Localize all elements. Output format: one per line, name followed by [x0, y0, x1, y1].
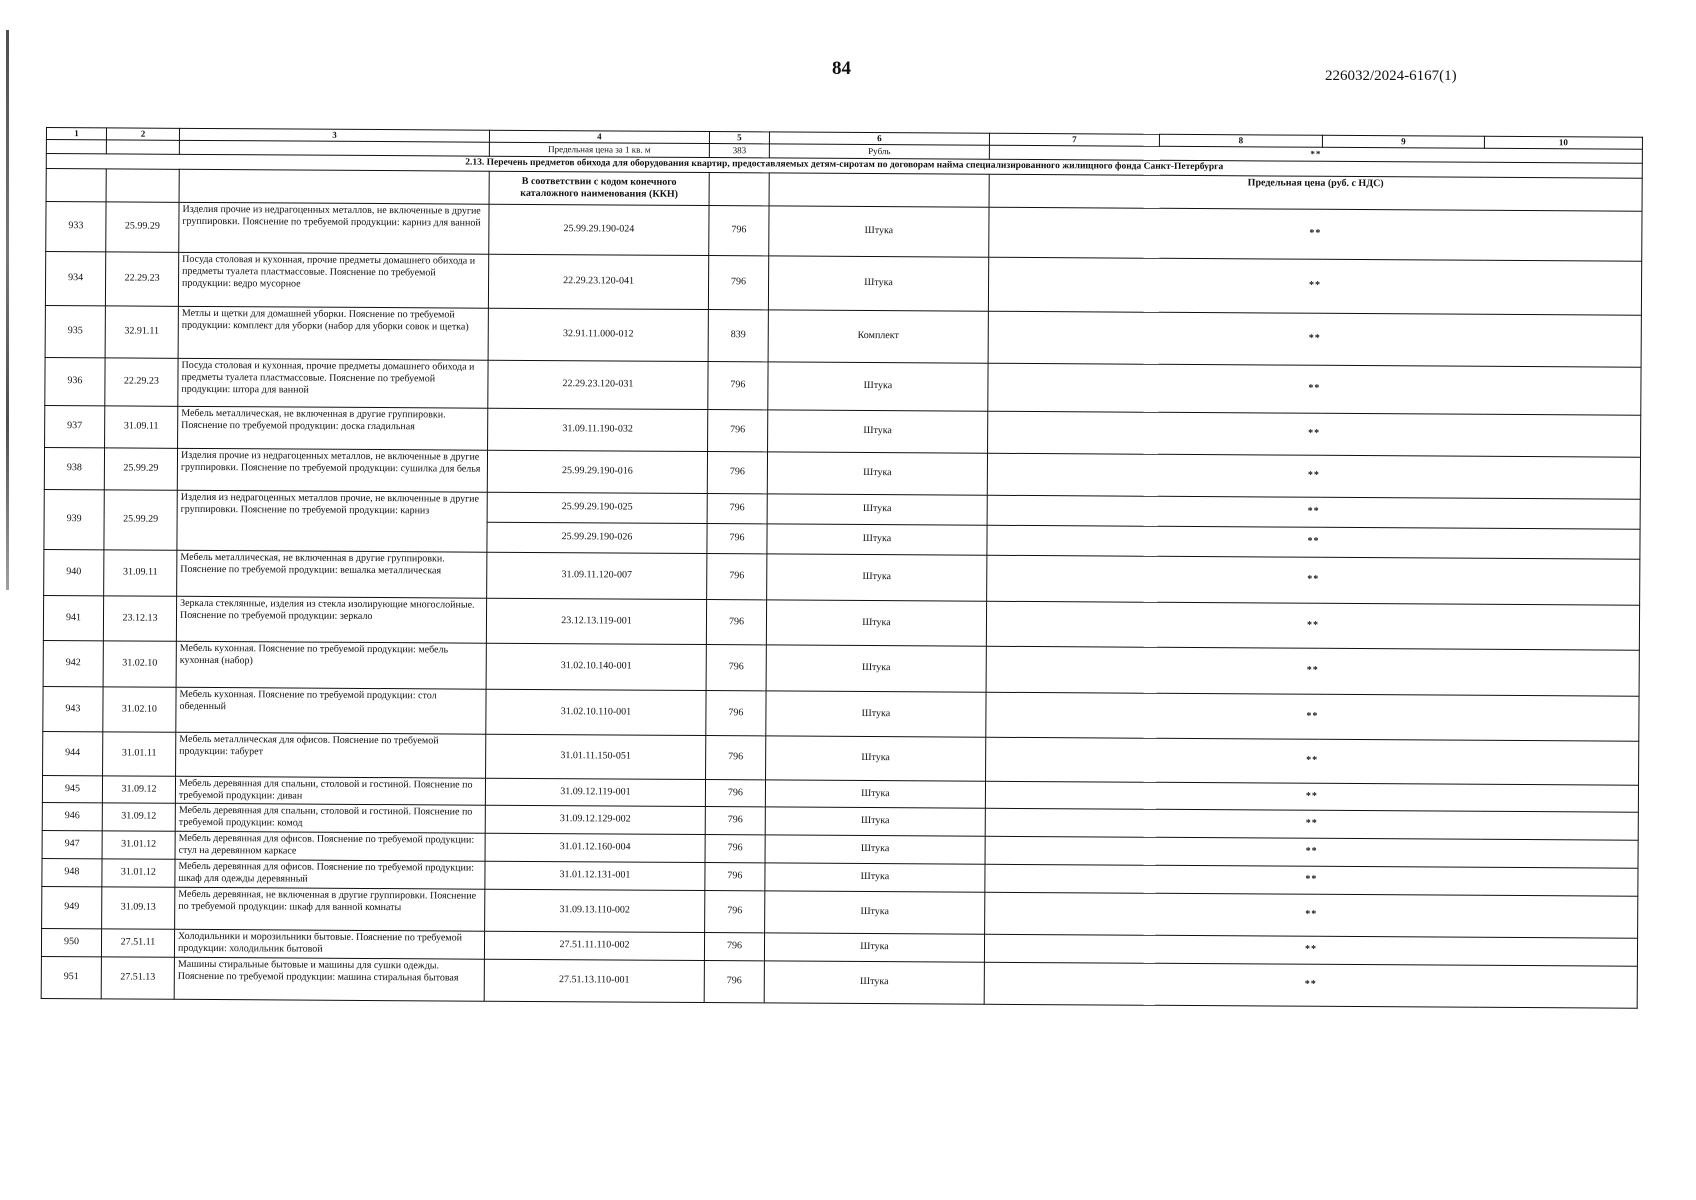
unit-name: Штука	[764, 961, 984, 1004]
unit-code: 796	[705, 806, 765, 834]
okpd-code: 25.99.29	[106, 202, 179, 252]
item-description: Изделия из недрагоценных металлов прочие, не включенные в другие группировки. Пояснение по требуемой продукции: карниз	[177, 490, 487, 552]
okpd-code: 25.99.29	[104, 448, 177, 490]
row-number: 947	[42, 830, 102, 858]
okpd-code: 31.01.12	[102, 831, 175, 859]
kkn-code: 31.02.10.110-001	[486, 689, 706, 735]
okpd-code: 31.09.12	[102, 803, 175, 831]
limit-price: **	[984, 962, 1637, 1008]
limit-price: **	[984, 934, 1637, 966]
item-description: Мебель металлическая, не включенная в другие группировки. Пояснение по требуемой продукции: доска гладильная	[178, 406, 488, 450]
row-number: 944	[43, 731, 103, 775]
kkn-code: 32.91.11.000-012	[488, 308, 708, 361]
okpd-code: 31.02.10	[103, 641, 176, 687]
kkn-code: 27.51.11.110-002	[484, 931, 704, 960]
okpd-code: 23.12.13	[103, 596, 176, 641]
item-description: Посуда столовая и кухонная, прочие предметы домашнего обихода и предметы туалета пластмассовые. Пояснение по требуемой продукции: ведро мусорное	[178, 252, 488, 308]
unit-code: 796	[705, 862, 765, 890]
column-number: 5	[709, 132, 769, 144]
limit-price: **	[985, 864, 1638, 896]
unit-code: 796	[704, 932, 764, 960]
limit-price: **	[985, 892, 1638, 938]
column-number: 9	[1322, 135, 1484, 148]
unit-code: 796	[708, 255, 768, 309]
unit-code: 796	[707, 553, 767, 599]
unit-code: 796	[706, 644, 766, 690]
limit-price: **	[986, 646, 1639, 696]
kkn-code: 31.09.13.110-002	[485, 889, 705, 932]
kkn-code: 31.02.10.140-001	[486, 643, 706, 690]
column-number: 4	[489, 130, 709, 143]
row-number: 939	[44, 489, 104, 549]
row-number: 948	[42, 858, 102, 886]
unit-name: Штука	[767, 494, 987, 525]
okpd-code: 31.09.13	[102, 887, 175, 929]
okpd-code: 27.51.13	[101, 957, 174, 999]
row-number: 933	[46, 201, 106, 251]
column-number: 3	[179, 128, 489, 142]
price-header: Предельная цена (руб. с НДС)	[989, 174, 1642, 211]
kkn-code: 31.01.12.160-004	[485, 833, 705, 862]
unit-name: Штука	[765, 780, 985, 808]
okpd-code: 22.29.23	[105, 358, 178, 406]
row-number: 951	[41, 956, 101, 998]
limit-price: **	[989, 207, 1642, 261]
table-row	[41, 956, 1637, 1008]
kkn-code: 27.51.13.110-001	[484, 959, 704, 1002]
limit-label: Предельная цена за 1 кв. м	[489, 142, 709, 157]
okpd-code: 31.09.11	[105, 406, 178, 448]
item-description: Машины стиральные бытовые и машины для сушки одежды. Пояснение по требуемой продукции: машина стиральная бытовая	[174, 957, 484, 1001]
unit-code: 796	[706, 735, 766, 779]
unit-code: 796	[705, 890, 765, 932]
table-row	[45, 251, 1641, 315]
unit-code: 796	[709, 205, 769, 255]
limit-price: **	[985, 836, 1638, 868]
limit-price: **	[988, 411, 1641, 457]
row-number: 934	[45, 251, 105, 305]
item-description: Метлы и щетки для домашней уборки. Пояснение по требуемой продукции: комплект для уборки (набор для уборки совок и щетка)	[178, 306, 488, 360]
column-number: 10	[1484, 136, 1642, 149]
unit-name: Штука	[767, 524, 987, 555]
unit-code: 796	[705, 834, 765, 862]
limit-price: **	[988, 311, 1641, 367]
kkn-code: 22.29.23.120-031	[488, 360, 708, 409]
scan-edge-mark	[6, 30, 9, 590]
okpd-code: 31.09.12	[102, 776, 175, 803]
item-description: Изделия прочие из недрагоценных металлов, не включенные в другие группировки. Пояснение по требуемой продукции: сушилка для белья	[177, 448, 487, 492]
item-description: Мебель металлическая для офисов. Пояснение по требуемой продукции: табурет	[176, 732, 486, 778]
unit-name: Штука	[767, 452, 987, 495]
column-number: 2	[106, 128, 179, 140]
item-description: Мебель деревянная для спальни, столовой и гостиной. Пояснение по требуемой продукции: комод	[175, 803, 485, 833]
okpd-code: 25.99.29	[104, 490, 177, 550]
limit-price: **	[987, 555, 1640, 605]
okpd-code: 31.01.12	[102, 859, 175, 887]
row-number: 943	[43, 686, 103, 731]
limit-code: 383	[709, 143, 769, 157]
unit-code: 796	[705, 779, 765, 806]
okpd-code: 31.01.11	[103, 732, 176, 776]
kkn-code: 31.01.12.131-001	[485, 861, 705, 890]
item-description: Мебель деревянная для офисов. Пояснение по требуемой продукции: стул на деревянном каркасе	[175, 831, 485, 861]
kkn-code: 25.99.29.190-025	[487, 492, 707, 523]
item-description: Холодильники и морозильники бытовые. Пояснение по требуемой продукции: холодильник бытовой	[174, 929, 484, 959]
row-number: 938	[44, 447, 104, 489]
unit-name: Штука	[764, 933, 984, 962]
price-list-table	[41, 127, 1643, 1009]
unit-name: Штука	[765, 835, 985, 864]
item-description: Мебель деревянная, не включенная в другие группировки. Пояснение по требуемой продукции: шкаф для ванной комнаты	[175, 887, 485, 931]
limit-price: **	[985, 781, 1638, 812]
limit-price: **	[986, 692, 1639, 741]
unit-code: 796	[707, 451, 767, 493]
kkn-code: 25.99.29.190-026	[487, 522, 707, 553]
unit-code: 796	[706, 690, 766, 735]
limit-price: **	[985, 808, 1638, 840]
okpd-code: 31.09.11	[104, 550, 177, 596]
unit-name: Штука	[768, 410, 988, 453]
row-number: 949	[42, 886, 102, 928]
unit-code: 796	[708, 409, 768, 451]
page-number: 84	[832, 58, 851, 79]
item-description: Посуда столовая и кухонная, прочие предметы домашнего обихода и предметы туалета пластмассовые. Пояснение по требуемой продукции: штора для ванной	[178, 358, 488, 408]
unit-code: 796	[708, 361, 768, 409]
document-id: 226032/2024-6167(1)	[1325, 68, 1457, 84]
kkn-code: 25.99.29.190-016	[487, 450, 707, 493]
column-number: 7	[989, 133, 1159, 146]
unit-code: 796	[706, 599, 766, 644]
okpd-code: 22.29.23	[105, 252, 178, 306]
section-title: 2.13. Перечень предметов обихода для оборудования квартир, предоставляемых детям-сиротам по договорам найма специализированного жилищного фонда Санкт-Петербурга	[46, 153, 1642, 178]
kkn-header: В соответствии с кодом конечного каталожного наименования (ККН)	[489, 171, 709, 205]
unit-name: Штука	[766, 691, 986, 737]
unit-name: Штука	[767, 554, 987, 601]
kkn-code: 31.09.12.119-001	[485, 778, 705, 806]
unit-code: 839	[708, 309, 768, 361]
kkn-code: 22.29.23.120-041	[488, 254, 708, 309]
limit-price: **	[986, 737, 1639, 785]
unit-code: 796	[707, 523, 767, 553]
okpd-code: 27.51.11	[101, 929, 174, 957]
kkn-code: 23.12.13.119-001	[486, 598, 706, 644]
column-number: 6	[769, 132, 989, 145]
item-description: Зеркала стеклянные, изделия из стекла изолирующие многослойные. Пояснение по требуемой продукции: зеркало	[176, 596, 486, 643]
kkn-code: 25.99.29.190-024	[489, 204, 709, 255]
column-number: 8	[1159, 134, 1322, 147]
row-number: 936	[45, 357, 105, 405]
item-description: Мебель металлическая, не включенная в другие группировки. Пояснение по требуемой продукции: вешалка металлическая	[177, 550, 487, 598]
kkn-code: 31.09.12.129-002	[485, 805, 705, 834]
limit-price: **	[989, 145, 1642, 163]
kkn-code: 31.09.11.190-032	[488, 408, 708, 451]
item-description: Мебель кухонная. Пояснение по требуемой продукции: стол обеденный	[176, 687, 486, 734]
limit-price: **	[988, 257, 1641, 315]
item-description: Мебель кухонная. Пояснение по требуемой продукции: мебель кухонная (набор)	[176, 641, 486, 689]
unit-code: 796	[707, 493, 767, 523]
kkn-code: 31.01.11.150-051	[486, 734, 706, 779]
limit-price: **	[986, 601, 1639, 650]
unit-name: Штука	[766, 645, 986, 692]
unit-code: 796	[704, 960, 764, 1002]
row-number: 940	[44, 549, 104, 595]
limit-price: **	[987, 453, 1640, 499]
row-number: 935	[45, 305, 105, 357]
row-number: 950	[41, 928, 101, 956]
unit-name: Штука	[769, 206, 989, 257]
limit-price: **	[988, 363, 1641, 415]
unit-name: Штука	[765, 863, 985, 892]
unit-name: Штука	[765, 807, 985, 836]
table-body	[41, 128, 1642, 1009]
okpd-code: 32.91.11	[105, 306, 178, 358]
row-number: 945	[42, 775, 102, 802]
row-number: 941	[43, 595, 103, 640]
column-number: 1	[46, 128, 106, 140]
limit-price: **	[987, 525, 1640, 559]
unit-name: Штука	[765, 891, 985, 934]
limit-unit: Рубль	[769, 144, 989, 159]
unit-name: Комплект	[768, 310, 988, 363]
row-number: 942	[43, 640, 103, 686]
unit-name: Штука	[768, 362, 988, 411]
item-description: Мебель деревянная для офисов. Пояснение по требуемой продукции: шкаф для одежды деревянный	[175, 859, 485, 889]
row-number: 937	[45, 405, 105, 447]
item-description: Мебель деревянная для спальни, столовой и гостиной. Пояснение по требуемой продукции: диван	[175, 776, 485, 805]
item-description: Изделия прочие из недрагоценных металлов, не включенные в другие группировки. Пояснение по требуемой продукции: карниз для ванной	[179, 202, 489, 254]
limit-price: **	[987, 495, 1640, 529]
unit-name: Штука	[766, 736, 986, 781]
kkn-code: 31.09.11.120-007	[487, 552, 707, 599]
unit-name: Штука	[766, 600, 986, 646]
okpd-code: 31.02.10	[103, 687, 176, 732]
unit-name: Штука	[768, 256, 988, 311]
row-number: 946	[42, 802, 102, 830]
